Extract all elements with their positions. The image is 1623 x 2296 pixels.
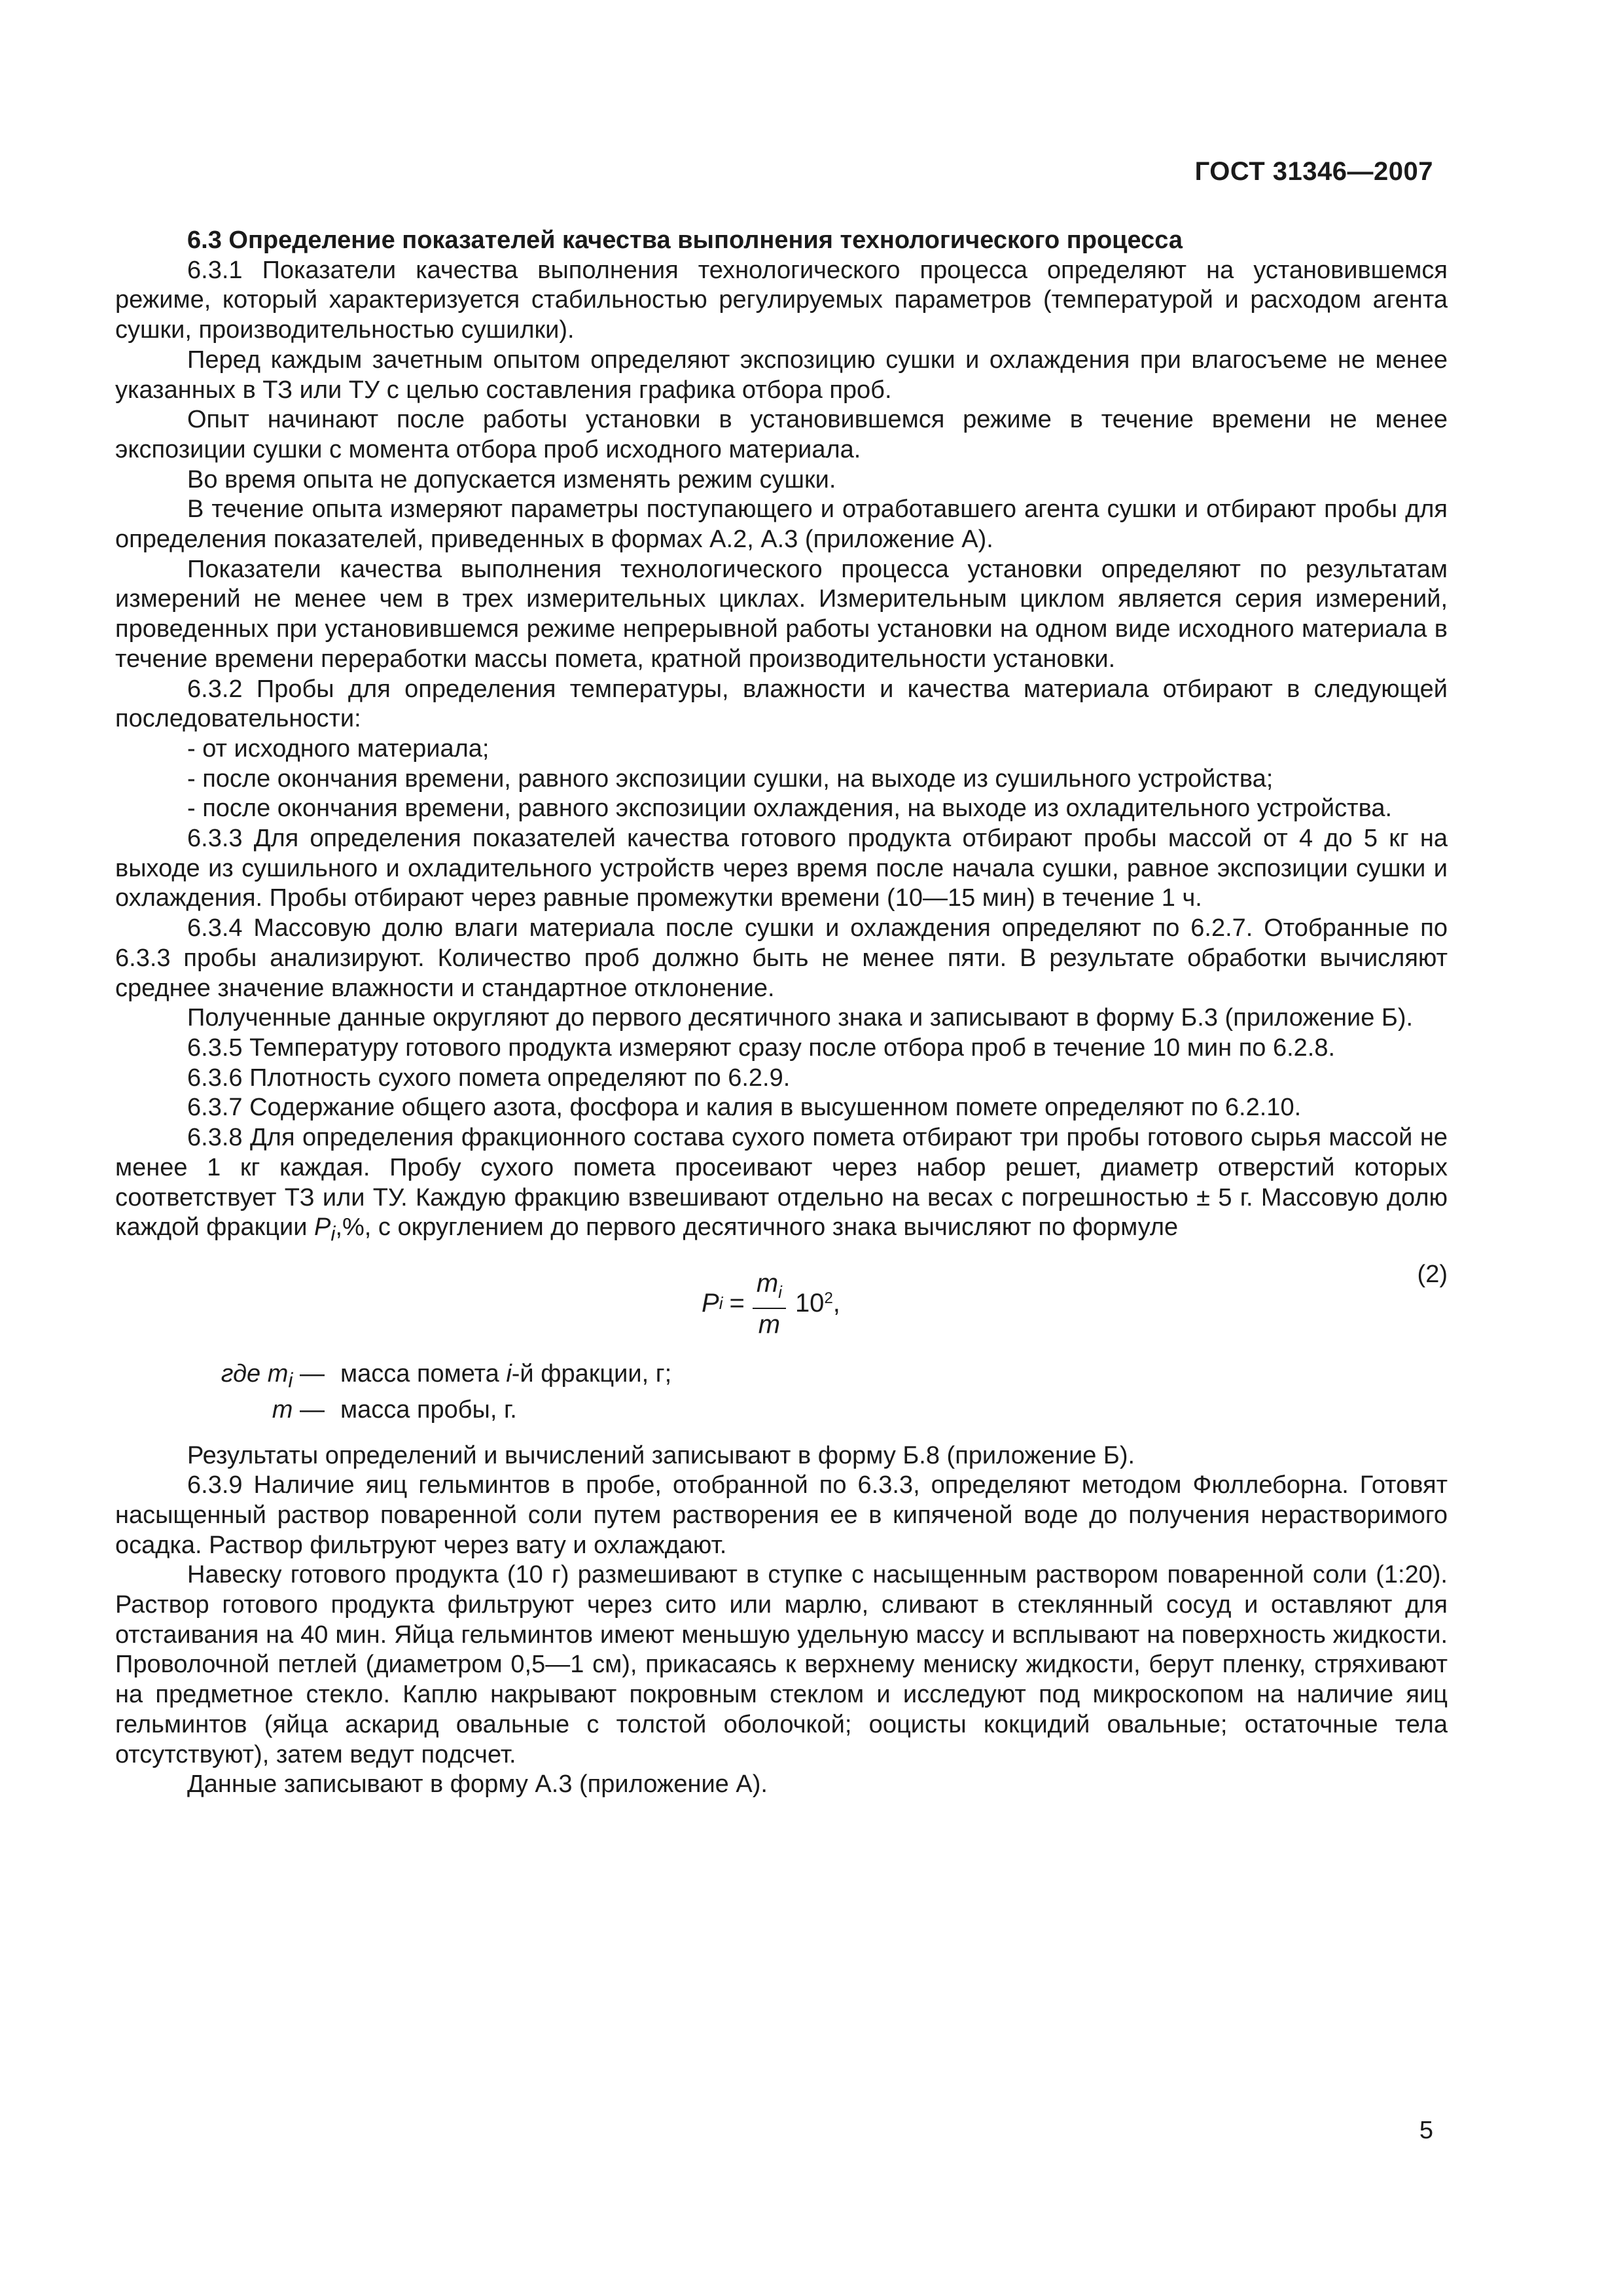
- paragraph: 6.3.9 Наличие яиц гельминтов в пробе, отобранной по 6.3.3, определяют методом Фюллеборна. Готовят насыщенный раствор поваренной соли путем растворения ее в кипяченой воде до получения нерастворимого осадка. Раствор фильтруют через вату и охлаждают.: [115, 1471, 1448, 1559]
- where-row: m — масса пробы, г.: [272, 1395, 517, 1424]
- paragraph-6-3-8-text-b: ,%, с округлением до первого десятичного знака вычисляют по формуле: [335, 1213, 1179, 1242]
- formula-exponent: 2: [824, 1289, 833, 1308]
- paragraph: 6.3.2 Пробы для определения температуры, влажности и качества материала отбирают в следующей последовательности:: [115, 675, 1448, 733]
- paragraph: 6.3.1 Показатели качества выполнения технологического процесса определяют на установившемся режиме, который характеризуется стабильностью регулируемых параметров (температурой и расходом агента сушки, производительностью сушилки).: [115, 256, 1448, 344]
- paragraph: 6.3.5 Температуру готового продукта измеряют сразу после отбора проб в течение 10 мин по 6.2.8.: [187, 1033, 1336, 1062]
- paragraph-6-3-8: [115, 1123, 1448, 1249]
- formula-numerator: $m_i$: [753, 1269, 786, 1309]
- paragraph: Данные записывают в форму А.3 (приложение А).: [187, 1770, 768, 1799]
- paragraph: 6.3.7 Содержание общего азота, фосфора и калия в высушенном помете определяют по 6.2.10.: [187, 1094, 1302, 1122]
- formula-number: (2): [1417, 1260, 1448, 1288]
- paragraphs-after: [115, 1441, 1448, 1800]
- paragraphs-before: [115, 256, 1448, 1123]
- paragraph: 6.3.3 Для определения показателей качества готового продукта отбирают пробы массой от 4 до 5 кг на выходе из сушильного и охладительного устройств через время после начала сушки, равное экспозиции сушки и охлаждения. Пробы отбирают через равные промежутки времени (10—15 мин) в течение 1 ч.: [115, 825, 1448, 912]
- where-legend: [115, 1359, 1448, 1426]
- paragraph: Навеску готового продукта (10 г) размешивают в ступке с насыщенным раствором поваренной соли (1:20). Раствор готового продукта фильтруют через сито или марлю, сливают в стеклянный сосуд и оставляют для отстаивания на 40 мин. Яйца гельминтов имеют меньшую удельную массу и всплывают на поверхность жидкости. Проволочной петлей (диаметром 0,5—1 см), прикасаясь к верхнему мениску жидкости, берут пленку, стряхивают на предметное стекло. Каплю накрывают покровным стеклом и исследуют под микроскопом на наличие яиц гельминтов (яйца аскарид овальные с толстой оболочкой; ооцисты кокцидий овальные; остаточные тела отсутствуют), затем ведут подсчет.: [115, 1561, 1448, 1768]
- formula-lhs-sub: i: [719, 1293, 723, 1314]
- var-p: P: [314, 1213, 331, 1242]
- document-id: ГОСТ 31346—2007: [1194, 157, 1433, 186]
- paragraph: 6.3.4 Массовую долю влаги материала после сушки и охлаждения определяют по 6.2.7. Отобранные по 6.3.3 пробы анализируют. Количество проб должно быть не менее пяти. В результате обработки вычисляют среднее значение влажности и стандартное отклонение.: [115, 914, 1448, 1002]
- paragraph: - после окончания времени, равного экспозиции сушки, на выходе из сушильного устройства;: [187, 764, 1274, 793]
- paragraph: 6.3.6 Плотность сухого помета определяют по 6.2.9.: [187, 1064, 791, 1092]
- paragraph: Показатели качества выполнения технологического процесса установки определяют по результатам измерений не менее чем в трех измерительных циклах. Измерительным циклом является серия измерений, проведенных при установившемся режиме непрерывной работы установки на одном виде исходного материала в течение времени переработки массы помета, кратной производительности установки.: [115, 555, 1448, 673]
- formula-denominator: m: [758, 1310, 781, 1339]
- var-p-sub: i: [330, 1221, 336, 1246]
- paragraph-6-3-8-text-a: 6.3.8 Для определения фракционного состава сухого помета отбирают три пробы готового сырья массой не менее 1 кг каждая. Пробу сухого помета просеивают через набор решет, диаметр отверстий которых соответствует ТЗ или ТУ. Каждую фракцию взвешивают отдельно на весах с погрешностью ± 5 г. Массовую долю каждой фракции: [115, 1124, 1448, 1242]
- page-number: 5: [1419, 2117, 1433, 2144]
- paragraph: Во время опыта не допускается изменять режим сушки.: [187, 465, 836, 493]
- section-title: 6.3 Определение показателей качества выполнения технологического процесса: [187, 226, 1183, 254]
- paragraph: - после окончания времени, равного экспозиции охлаждения, на выходе из охладительного устройства.: [187, 795, 1393, 823]
- paragraph: - от исходного материала;: [187, 734, 490, 762]
- formula-tail: ,: [832, 1289, 840, 1318]
- paragraph: Опыт начинают после работы установки в установившемся режиме в течение времени не менее экспозиции сушки с момента отбора проб исходного материала.: [115, 406, 1448, 463]
- document-body: [115, 226, 1448, 1800]
- paragraph: В течение опыта измеряют параметры поступающего и отработавшего агента сушки и отбирают пробы для определения показателей, приведенных в формах А.2, А.3 (приложение А).: [115, 495, 1448, 554]
- formula-block: [115, 1260, 1448, 1352]
- formula-fraction: [753, 1269, 786, 1339]
- formula-equals: =: [729, 1289, 745, 1318]
- formula-lhs: P: [702, 1289, 719, 1318]
- paragraph: Результаты определений и вычислений записывают в форму Б.8 (приложение Б).: [187, 1441, 1135, 1469]
- paragraph: Полученные данные округляют до первого десятичного знака и записывают в форму Б.3 (приложение Б).: [187, 1004, 1414, 1032]
- where-row: где $m_i$ — масса помета i-й фракции, г;: [221, 1359, 672, 1392]
- paragraph: Перед каждым зачетным опытом определяют экспозицию сушки и охлаждения при влагосъеме не менее указанных в ТЗ или ТУ с целью составления графика отбора проб.: [115, 346, 1448, 404]
- formula-factor: 10: [794, 1289, 825, 1318]
- formula: [702, 1269, 840, 1339]
